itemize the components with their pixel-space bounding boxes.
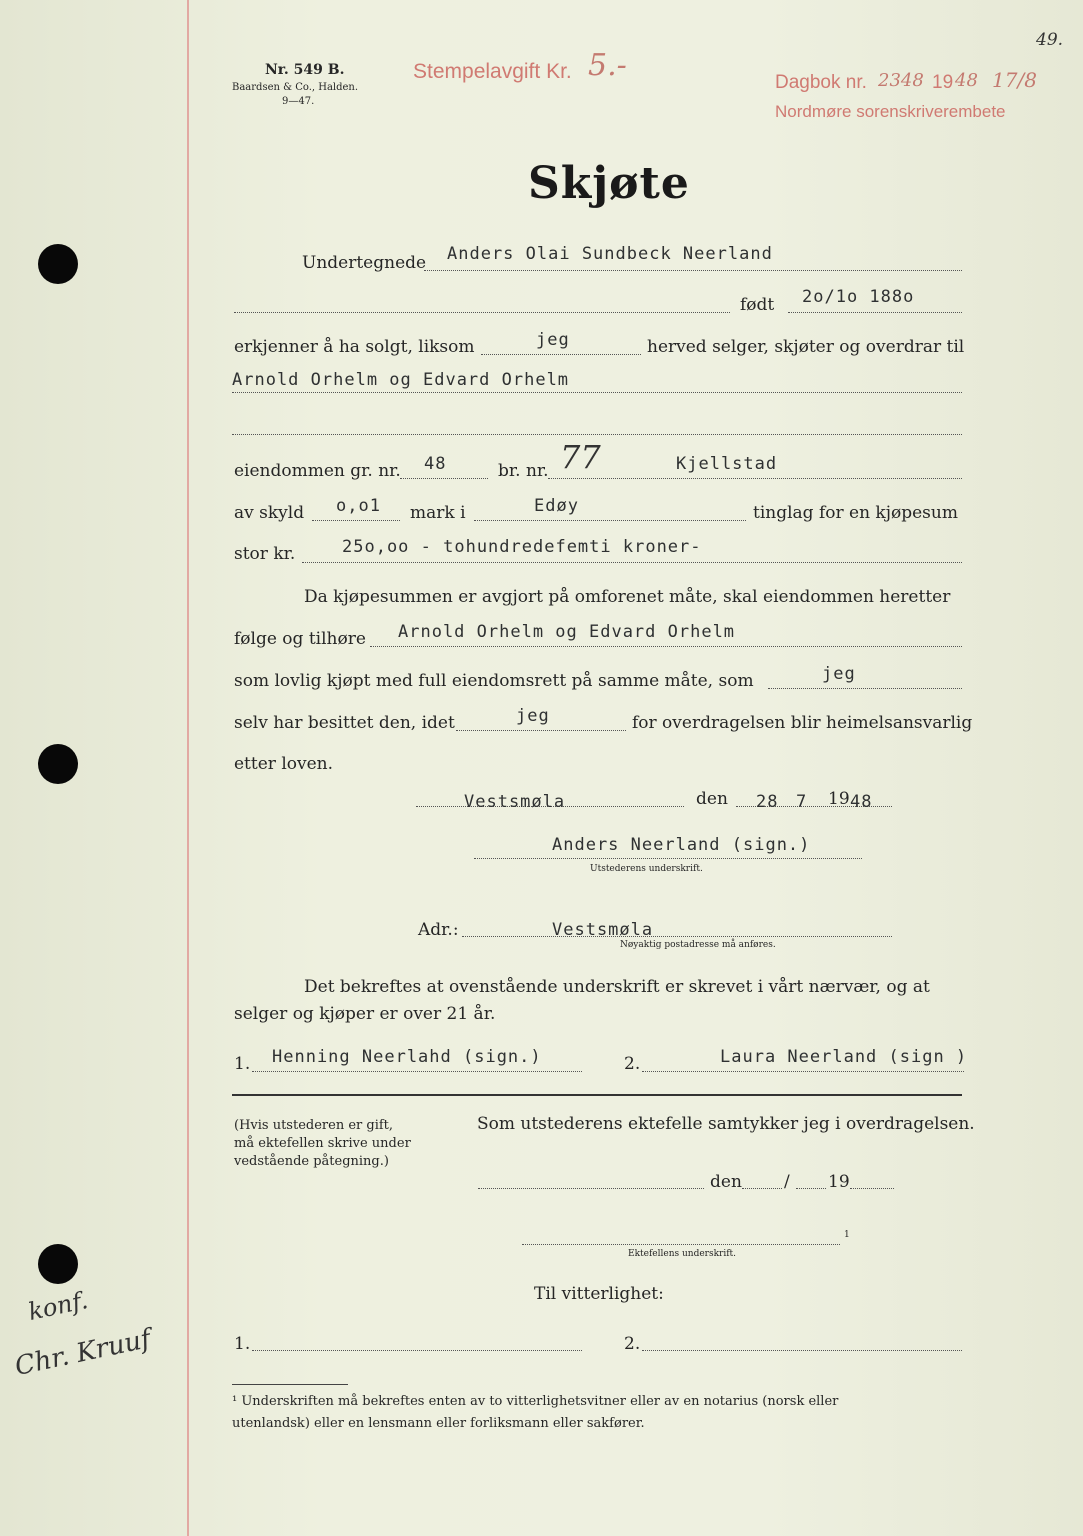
witness-1-line xyxy=(252,1071,582,1072)
paragraph-1-line-1: Da kjøpesummen er avgjort på omforenet måte, skal eiendommen heretter xyxy=(304,587,951,607)
skyld-value: o,o1 xyxy=(336,496,381,516)
herved-label: herved selger, skjøter og overdrar til xyxy=(647,337,965,357)
buyers2-line xyxy=(370,646,962,647)
dagbok-date: 17/8 xyxy=(992,68,1037,92)
etter-loven: etter loven. xyxy=(234,754,334,774)
punch-hole-middle xyxy=(38,744,78,784)
br-nr: 77 xyxy=(560,438,601,476)
footnote-rule xyxy=(232,1384,348,1385)
seller-line xyxy=(424,270,962,271)
address-line xyxy=(462,936,892,937)
pronoun2-line xyxy=(768,688,962,689)
witness-2-number: 2. xyxy=(624,1054,641,1074)
gr-nr-line xyxy=(400,478,488,479)
print-date: 9—47. xyxy=(282,96,315,107)
document-title: Skjøte xyxy=(528,158,690,209)
price-line xyxy=(302,562,962,563)
gr-nr: 48 xyxy=(424,454,447,474)
seller-name: Anders Olai Sundbeck Neerland xyxy=(447,244,773,264)
tinglag-name: Edøy xyxy=(534,496,579,516)
overdragelsen-label: for overdragelsen blir heimelsansvarlig xyxy=(632,713,973,733)
spouse-signature-caption: Ektefellens underskrift. xyxy=(628,1249,737,1259)
date-year: 48 xyxy=(850,792,873,812)
spouse-month-line xyxy=(796,1188,826,1189)
place: Vestsmøla xyxy=(464,792,566,812)
selv-label: selv har besittet den, idet xyxy=(234,713,455,733)
stor-kr-label: stor kr. xyxy=(234,544,296,564)
dagbok-year-prefix: 19 xyxy=(932,72,954,93)
pronoun-3: jeg xyxy=(516,706,550,726)
footnote-line-1: ¹ Underskriften må bekreftes enten av to vitterlighetsvitner eller av en notarius (norsk eller xyxy=(232,1394,839,1409)
tinglag-label: tinglag for en kjøpesum xyxy=(753,503,958,523)
fodt-label: født xyxy=(740,295,775,315)
witness-2-line xyxy=(642,1071,964,1072)
pronoun: jeg xyxy=(536,330,570,350)
spouse-note-line-1: (Hvis utstederen er gift, xyxy=(234,1118,394,1133)
den-label: den xyxy=(696,789,728,809)
section-divider xyxy=(232,1094,962,1096)
pronoun3-line xyxy=(456,730,626,731)
spouse-footnote-mark: 1 xyxy=(844,1230,850,1240)
lovlig-label: som lovlig kjøpt med full eiendomsrett på samme måte, som xyxy=(234,671,754,691)
erkjenner-label: erkjenner å ha solgt, liksom xyxy=(234,337,475,357)
spouse-day-line xyxy=(742,1188,782,1189)
signature-caption: Utstederens underskrift. xyxy=(590,864,703,874)
footnote-line-2: utenlandsk) eller en lensmann eller forliksmann eller sakfører. xyxy=(232,1416,645,1431)
vitterlighet-2-number: 2. xyxy=(624,1334,641,1354)
mark-label: mark i xyxy=(410,503,466,523)
punch-hole-top xyxy=(38,244,78,284)
spouse-signature-line xyxy=(522,1244,840,1245)
pronoun-2: jeg xyxy=(822,664,856,684)
vitterlighet-1-line xyxy=(252,1350,582,1351)
witness-1-signature: Henning Neerlahd (sign.) xyxy=(272,1047,542,1067)
spouse-note-line-3: vedstående påtegning.) xyxy=(234,1154,389,1169)
page-number: 49. xyxy=(1036,30,1064,50)
vitterlighet-1-number: 1. xyxy=(234,1334,251,1354)
spouse-note-line-2: må ektefellen skrive under xyxy=(234,1136,411,1151)
br-nr-label: br. nr. xyxy=(498,461,549,481)
undertegnede-label: Undertegnede xyxy=(302,253,427,273)
dagbok-label: Dagbok nr. xyxy=(775,72,867,93)
spouse-year-line xyxy=(850,1188,894,1189)
confirm-line-2: selger og kjøper er over 21 år. xyxy=(234,1004,496,1024)
birth-date: 2o/1o 188o xyxy=(802,287,915,307)
farm-name: Kjellstad xyxy=(676,454,778,474)
spouse-place-line xyxy=(478,1188,704,1189)
date-month: 7 xyxy=(796,792,808,812)
stamp-duty-label: Stempelavgift Kr. xyxy=(413,60,572,83)
pronoun-line xyxy=(481,354,641,355)
witness-2-signature: Laura Neerland (sign ) xyxy=(720,1047,968,1067)
price: 25o,oo - tohundredefemti kroner- xyxy=(342,537,702,557)
address: Vestsmøla xyxy=(552,920,654,940)
buyers-2: Arnold Orhelm og Edvard Orhelm xyxy=(398,622,736,642)
blank-line-2 xyxy=(232,434,962,435)
spouse-slash: / xyxy=(784,1172,790,1192)
vitterlighet-2-line xyxy=(642,1350,962,1351)
margin-note-konf: konf. xyxy=(25,1286,91,1326)
birth-line xyxy=(788,312,962,313)
date-day: 28 xyxy=(756,792,779,812)
tinglag-line xyxy=(474,520,746,521)
witness-heading: Til vitterlighet: xyxy=(534,1284,664,1304)
punch-hole-bottom xyxy=(38,1244,78,1284)
dagbok-year: 48 xyxy=(955,70,978,91)
form-number: Nr. 549 B. xyxy=(265,62,345,78)
confirm-line-1: Det bekreftes at ovenstående underskrift er skrevet i vårt nærvær, og at xyxy=(304,977,930,997)
skyld-line xyxy=(312,520,400,521)
stamp-duty-value: 5.- xyxy=(588,48,627,83)
buyers-line xyxy=(232,392,962,393)
spouse-den-label: den xyxy=(710,1172,742,1192)
buyers: Arnold Orhelm og Edvard Orhelm xyxy=(232,370,570,390)
spouse-year-prefix: 19 xyxy=(828,1172,850,1192)
address-label: Adr.: xyxy=(418,920,459,940)
skyld-label: av skyld xyxy=(234,503,305,523)
folge-label: følge og tilhøre xyxy=(234,629,366,649)
spouse-consent: Som utstederens ektefelle samtykker jeg i overdragelsen. xyxy=(477,1114,975,1134)
signature-line xyxy=(474,858,862,859)
margin-note-signature: Chr. Kruuf xyxy=(12,1324,154,1382)
eiendommen-label: eiendommen gr. nr. xyxy=(234,461,401,481)
address-caption: Nøyaktig postadresse må anføres. xyxy=(620,940,776,950)
printer-name: Baardsen & Co., Halden. xyxy=(232,82,359,93)
margin-line xyxy=(187,0,189,1536)
blank-line-1 xyxy=(234,312,730,313)
br-nr-line xyxy=(548,478,962,479)
dagbok-number: 2348 xyxy=(878,70,924,91)
court-office: Nordmøre sorenskriverembete xyxy=(775,102,1006,121)
seller-signature: Anders Neerland (sign.) xyxy=(552,835,811,855)
witness-1-number: 1. xyxy=(234,1054,251,1074)
date-year-prefix: 19 xyxy=(828,789,850,809)
